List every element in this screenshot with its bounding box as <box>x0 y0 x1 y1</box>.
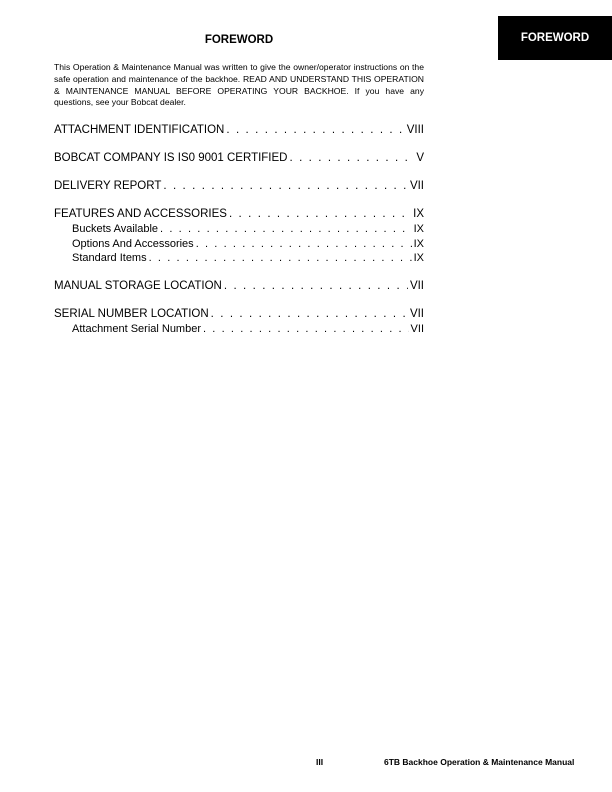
footer-page-number: III <box>316 757 324 767</box>
toc-entry-page: VII <box>409 279 424 292</box>
toc-dot-leader <box>196 237 412 252</box>
toc-subentry-page: IX <box>413 223 424 235</box>
toc-entry[interactable] <box>54 178 424 194</box>
toc-subentry-page: VII <box>410 322 424 335</box>
toc-entry-page: IX <box>413 208 424 220</box>
section-tab <box>498 16 612 60</box>
intro-paragraph: This Operation & Maintenance Manual was written to give the owner/operator instructions on the safe operation and maintenance of the backhoe. READ AND UNDERSTAND THIS OPERATION & MAINTENANCE MANUAL BEFORE OPERATING YOUR BACKHOE. If you have any questions, see your Bobcat dealer. <box>54 62 424 108</box>
toc-entry[interactable] <box>54 122 424 138</box>
toc-dot-leader <box>149 251 412 266</box>
toc-dot-leader <box>211 306 408 322</box>
toc-subentry-label: Standard Items <box>72 252 147 264</box>
toc-subentry-label: Attachment Serial Number <box>72 322 201 335</box>
toc-entry[interactable] <box>54 278 424 294</box>
toc-group <box>54 206 424 266</box>
toc-entry[interactable] <box>54 306 424 322</box>
toc-entry-page: VII <box>409 180 424 192</box>
toc-entry-label: SERIAL NUMBER LOCATION <box>54 307 209 320</box>
toc-subentry-label: Options And Accessories <box>72 237 194 250</box>
toc-entry[interactable] <box>54 206 424 222</box>
toc-subentry[interactable] <box>54 237 424 252</box>
toc-subentry-page: IX <box>413 237 424 250</box>
toc-group <box>54 122 424 138</box>
toc-dot-leader <box>229 206 411 222</box>
toc-group <box>54 150 424 166</box>
toc-subentry[interactable] <box>54 222 424 237</box>
toc-entry-page: V <box>416 152 424 164</box>
toc-entry-page: VIII <box>406 124 424 136</box>
toc-subentry-page: IX <box>413 252 424 264</box>
toc-subentry-label: Buckets Available <box>72 223 159 235</box>
section-tab-label: FOREWORD <box>520 32 590 44</box>
toc-entry[interactable] <box>54 150 424 166</box>
toc-dot-leader <box>289 150 414 166</box>
toc-dot-leader <box>163 178 408 194</box>
toc-subentry[interactable] <box>54 251 424 266</box>
toc-dot-leader <box>226 122 404 138</box>
toc-entry-label: BOBCAT COMPANY IS IS0 9001 CERTIFIED <box>54 152 288 164</box>
table-of-contents <box>54 122 424 348</box>
toc-group <box>54 178 424 194</box>
toc-entry-label: FEATURES AND ACCESSORIES <box>54 208 227 220</box>
toc-entry-page: VII <box>409 307 424 320</box>
toc-subentry[interactable] <box>54 322 424 337</box>
page-title: FOREWORD <box>204 34 274 46</box>
toc-entry-label: ATTACHMENT IDENTIFICATION <box>54 124 225 136</box>
footer-manual-title: 6TB Backhoe Operation & Maintenance Manual <box>384 757 575 767</box>
toc-dot-leader <box>203 322 409 337</box>
toc-group <box>54 278 424 294</box>
toc-entry-label: DELIVERY REPORT <box>54 180 162 192</box>
toc-dot-leader <box>160 222 412 237</box>
toc-dot-leader <box>224 278 408 294</box>
toc-group <box>54 306 424 337</box>
toc-entry-label: MANUAL STORAGE LOCATION <box>54 279 222 292</box>
